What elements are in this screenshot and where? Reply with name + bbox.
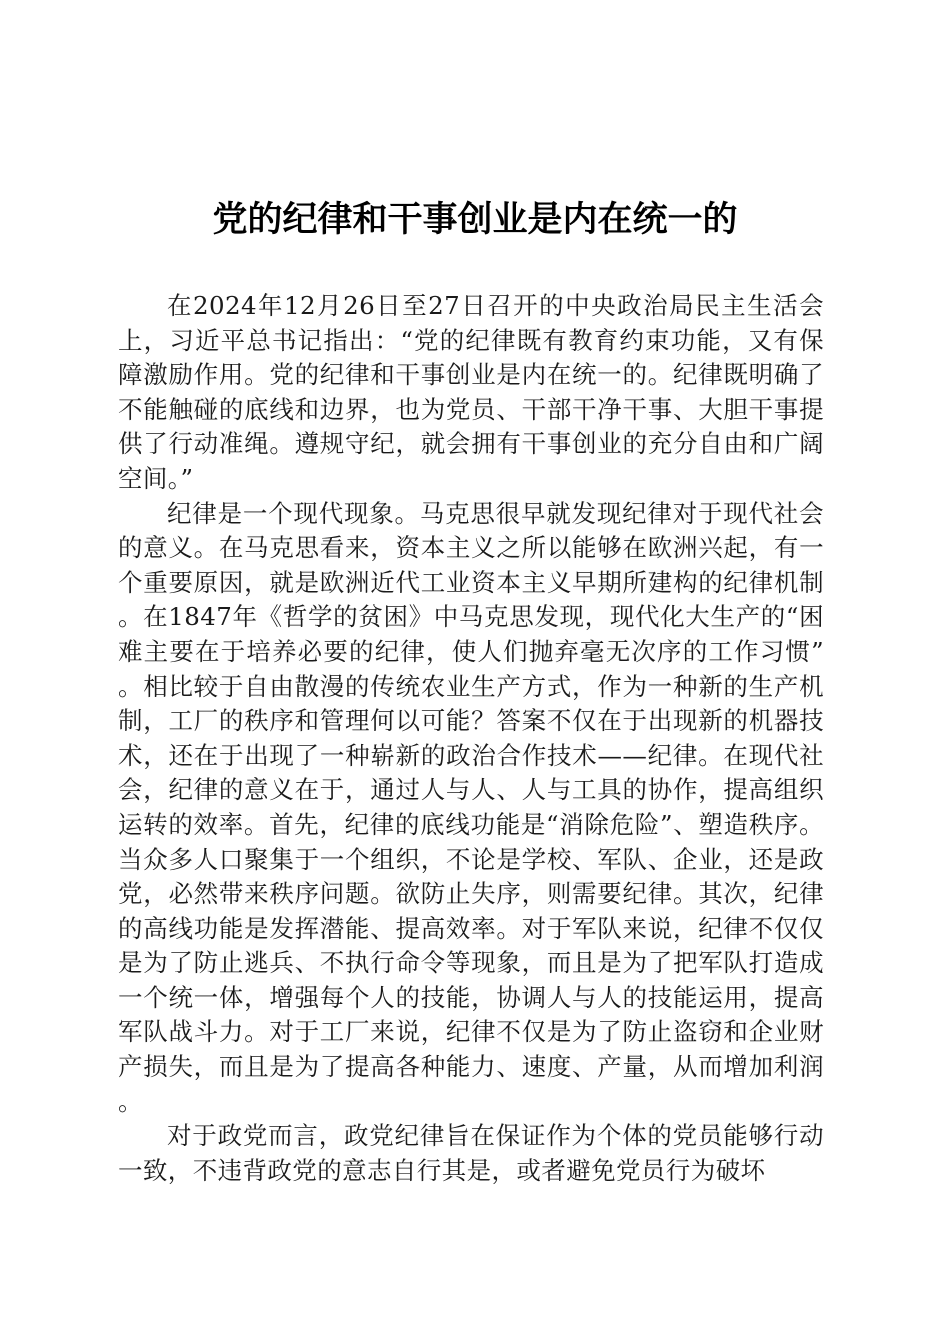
document-body — [118, 289, 824, 1188]
paragraph-2: 纪律是一个现代现象。马克思很早就发现纪律对于现代社会的意义。在马克思看来，资本主义之所以能够在欧洲兴起，有一个重要原因，就是欧洲近代工业资本主义早期所建构的纪律机制。在1847年《哲学的贫困》中马克思发现，现代化大生产的“困难主要在于培养必要的纪律，使人们抛弃毫无次序的工作习惯”。相比较于自由散漫的传统农业生产方式，作为一种新的生产机制，工厂的秩序和管理何以可能？答案不仅在于出现新的机器技术，还在于出现了一种崭新的政治合作技术——纪律。在现代社会，纪律的意义在于，通过人与人、人与工具的协作，提高组织运转的效率。首先，纪律的底线功能是“消除危险”、塑造秩序。当众多人口聚集于一个组织，不论是学校、军队、企业，还是政党，必然带来秩序问题。欲防止失序，则需要纪律。其次，纪律的高线功能是发挥潜能、提高效率。对于军队来说，纪律不仅仅是为了防止逃兵、不执行命令等现象，而且是为了把军队打造成一个统一体，增强每个人的技能，协调人与人的技能运用，提高军队战斗力。对于工厂来说，纪律不仅是为了防止盗窃和企业财产损失，而且是为了提高各种能力、速度、产量，从而增加利润。 — [118, 498, 824, 1116]
document-title: 党的纪律和干事创业是内在统一的 — [212, 199, 738, 240]
paragraph-1: 在2024年12月26日至27日召开的中央政治局民主生活会上，习近平总书记指出：“党的纪律既有教育约束功能，又有保障激励作用。党的纪律和干事创业是内在统一的。纪律既明确了不能触碰的底线和边界，也为党员、干部干净干事、大胆干事提供了行动准绳。遵规守纪，就会拥有干事创业的充分自由和广阔空间。” — [118, 291, 824, 493]
paragraph-3: 对于政党而言，政党纪律旨在保证作为个体的党员能够行动一致，不违背政党的意志自行其是，或者避免党员行为破坏 — [118, 1121, 824, 1185]
